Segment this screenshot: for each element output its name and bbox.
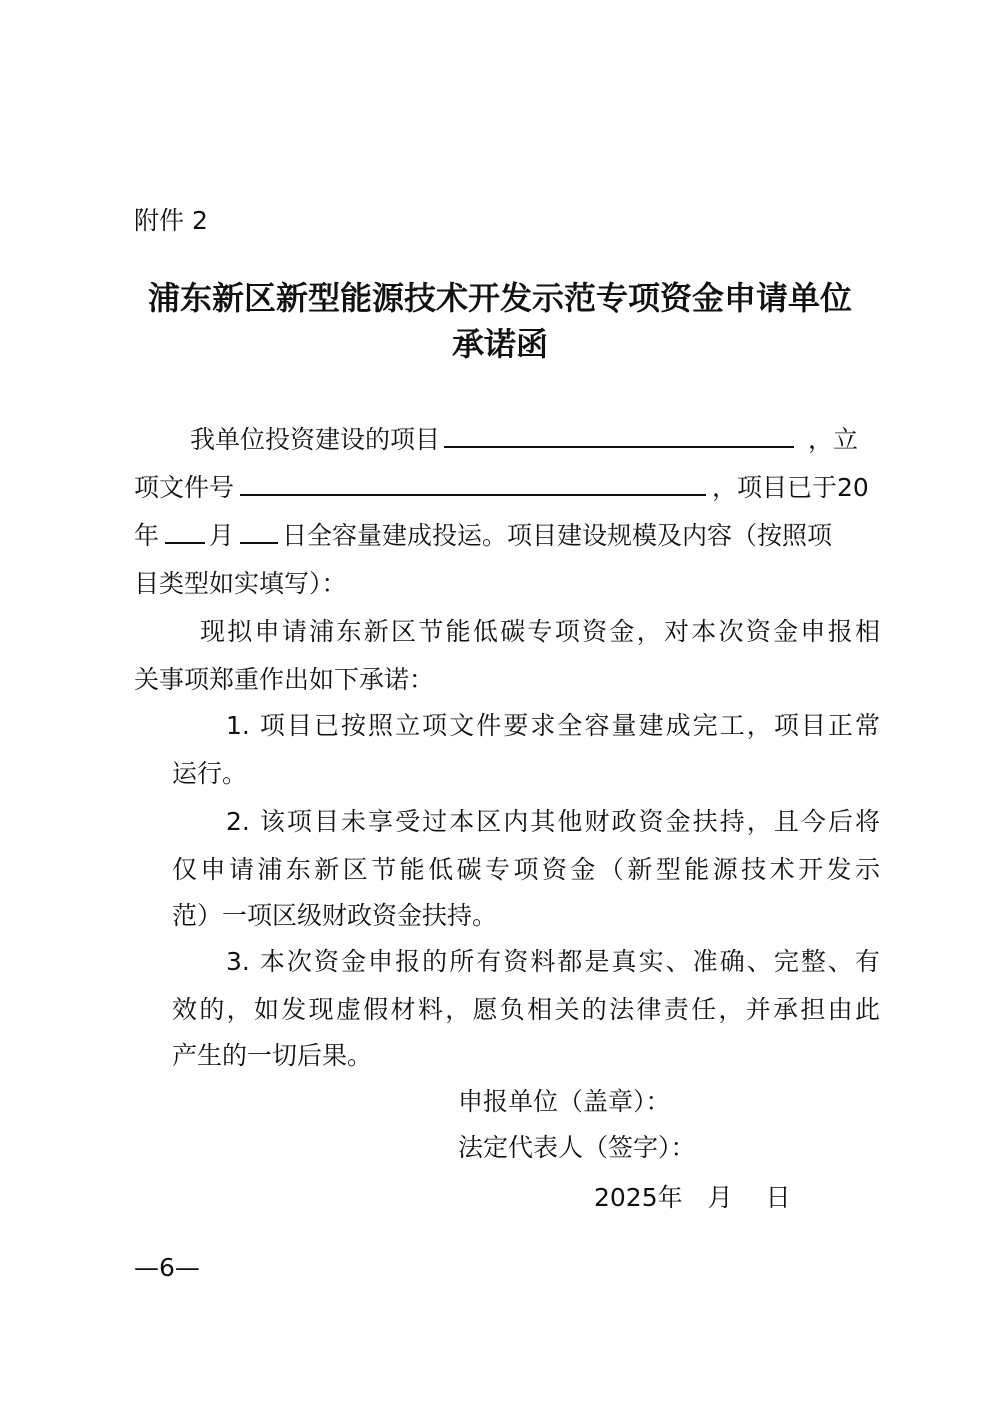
month-blank[interactable] [165, 518, 205, 544]
intro-line-1-end: ，立 [808, 425, 859, 454]
commitment-1-line-1: 1. 项目已按照立项文件要求全容量建成完工，项目正常 [226, 711, 880, 740]
commitment-3-line-2: 效的，如发现虚假材料，愿负相关的法律责任，并承担由此 [172, 995, 880, 1024]
intro-line-3 [134, 518, 880, 554]
commitment-2-line-2: 仅申请浦东新区节能低碳专项资金（新型能源技术开发示 [172, 855, 880, 884]
applicant-seal-label: 申报单位（盖章）： [458, 1087, 671, 1116]
project-name-blank[interactable] [444, 422, 794, 448]
intro-line-2-end: ，项目已于20 [712, 473, 869, 502]
intro-project-label: 我单位投资建设的项目 [190, 425, 441, 454]
intro-line-4: 目类型如实填写）： [134, 569, 347, 598]
attachment-label: 附件 2 [134, 206, 208, 235]
intro-line-3-rest: 日全容量建成投运。项目建设规模及内容（按照项 [282, 521, 833, 550]
legal-rep-sign-label: 法定代表人（签字）： [458, 1133, 696, 1162]
apply-line-1: 现拟申请浦东新区节能低碳专项资金，对本次资金申报相 [200, 617, 880, 646]
year-label: 年 [134, 521, 160, 550]
commitment-2-line-3: 范）一项区级财政资金扶持。 [172, 901, 498, 930]
apply-line-2: 关事项郑重作出如下承诺： [134, 665, 435, 694]
document-title-line-1: 浦东新区新型能源技术开发示范专项资金申请单位 [147, 279, 852, 317]
page-number: —6— [134, 1253, 200, 1282]
day-blank[interactable] [240, 518, 278, 544]
commitment-1-line-2: 运行。 [172, 759, 248, 788]
filing-number-label: 项文件号 [134, 473, 235, 502]
commitment-2-line-1: 2. 该项目未享受过本区内其他财政资金扶持，且今后将 [226, 807, 880, 836]
commitment-3-line-3: 产生的一切后果。 [172, 1041, 373, 1070]
month-label: 月 [209, 521, 235, 550]
commitment-3-line-1: 3. 本次资金申报的所有资料都是真实、准确、完整、有 [226, 947, 880, 976]
document-title-line-2: 承诺函 [451, 325, 548, 363]
filing-number-blank[interactable] [240, 470, 706, 496]
signature-date: 2025年 月 日 [594, 1183, 791, 1212]
intro-line-2 [134, 470, 880, 506]
intro-line-1 [190, 422, 880, 458]
